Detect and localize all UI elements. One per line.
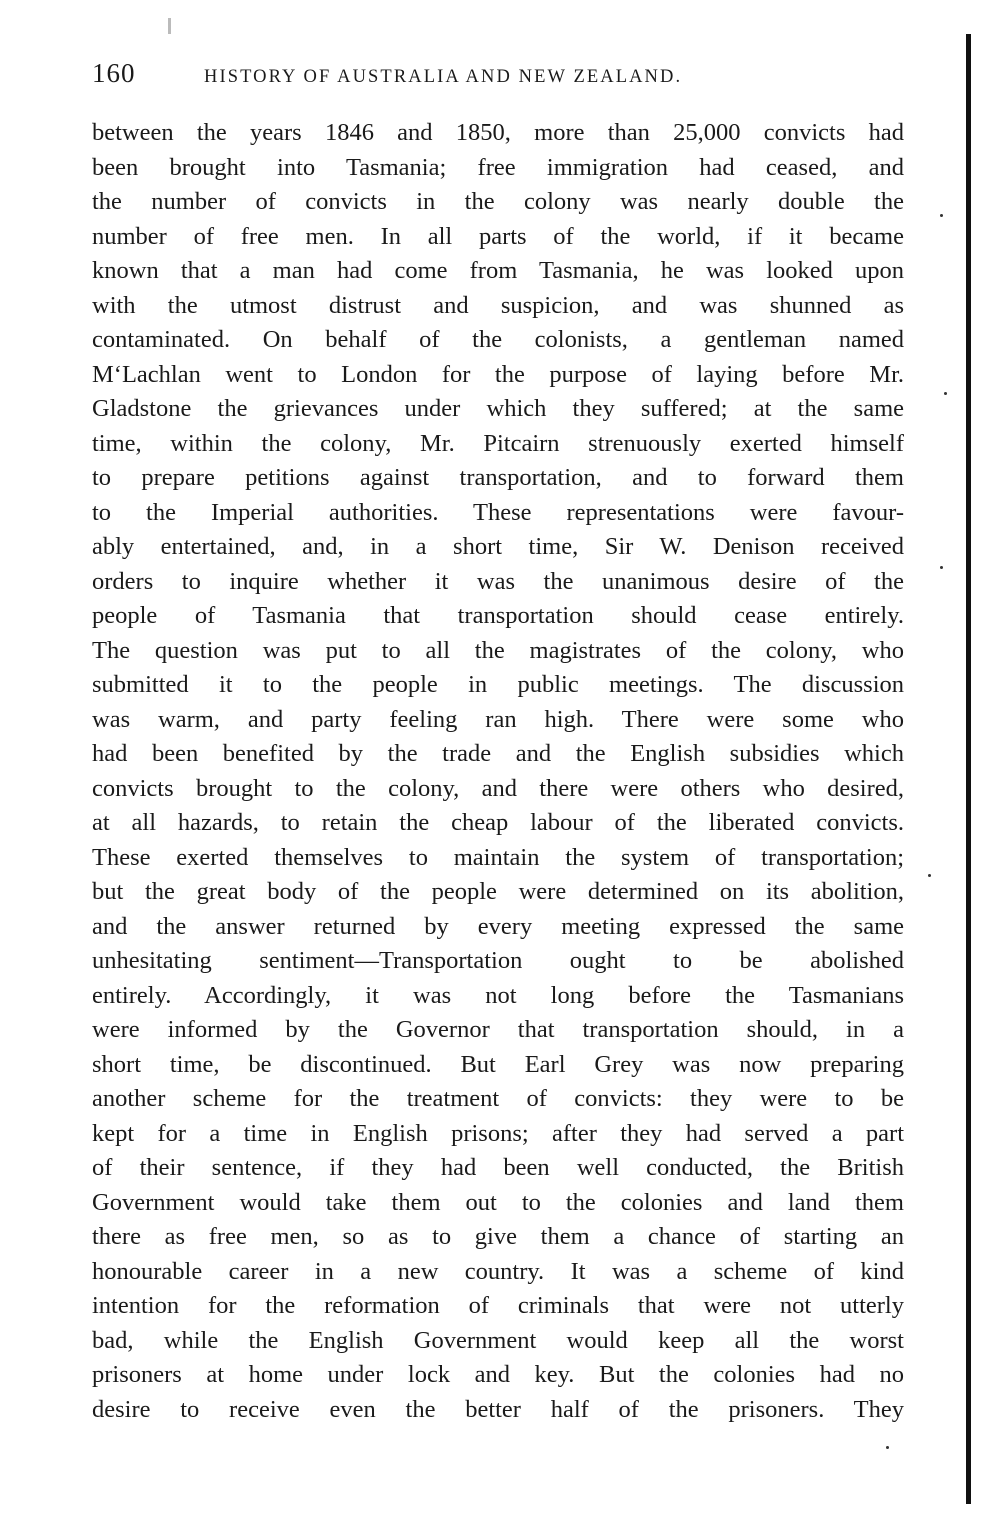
text-line: Gladstone the grievances under which they suffered; at the same [92,395,904,422]
text-line: with the utmost distrust and suspicion, and was shunned as [92,291,904,319]
page-edge-rule [966,34,971,1504]
text-line: The question was put to all the magistrates of the colony, who [92,636,904,664]
scan-speck [944,392,947,395]
text-line: there as free men, so as to give them a chance of starting an [92,1223,904,1250]
text-line: kept for a time in English prisons; after they had served a part [92,1119,904,1147]
text-line: unhesitating sentiment—Transportation ought to be abolished [92,947,904,974]
page-header [92,58,812,92]
text-line: Government would take them out to the colonies and land them [92,1188,904,1216]
text-line: entirely. Accordingly, it was not long before the Tasmanians [92,981,904,1009]
scan-speck [940,214,943,217]
text-line: bad, while the English Government would keep all the worst [92,1326,904,1354]
scan-mark [168,18,171,34]
running-head: HISTORY OF AUSTRALIA AND NEW ZEALAND. [204,67,683,87]
text-line: contaminated. On behalf of the colonists, a gentleman named [92,326,904,353]
text-line: ably entertained, and, in a short time, Sir W. Denison received [92,533,904,560]
text-line: intention for the reformation of criminals that were not utterly [92,1292,904,1319]
text-line: known that a man had come from Tasmania, he was looked upon [92,257,904,284]
text-line: to prepare petitions against transportation, and to forward them [92,464,904,491]
text-line: were informed by the Governor that transportation should, in a [92,1016,904,1043]
page-number: 160 [92,58,136,88]
text-line: and the answer returned by every meeting expressed the same [92,912,904,940]
text-line: had been benefited by the trade and the English subsidies which [92,740,904,767]
text-line: convicts brought to the colony, and there were others who desired, [92,774,904,802]
text-line: of their sentence, if they had been well conducted, the British [92,1154,904,1181]
text-line: time, within the colony, Mr. Pitcairn strenuously exerted himself [92,429,904,457]
text-line: to the Imperial authorities. These representations were favour- [92,498,904,526]
text-line: another scheme for the treatment of convicts: they were to be [92,1085,904,1112]
text-line: short time, be discontinued. But Earl Grey was now preparing [92,1050,904,1078]
text-line: but the great body of the people were determined on its abolition, [92,878,904,905]
text-line: at all hazards, to retain the cheap labour of the liberated convicts. [92,809,904,836]
body-text [92,116,904,1427]
text-line: These exerted themselves to maintain the system of transportation; [92,843,904,871]
scan-speck [886,1446,889,1449]
text-line: been brought into Tasmania; free immigration had ceased, and [92,153,904,181]
text-line: M‘Lachlan went to London for the purpose of laying before Mr. [92,360,904,388]
scan-speck [928,874,931,877]
text-line: prisoners at home under lock and key. But the colonies had no [92,1361,904,1388]
text-line: submitted it to the people in public meetings. The discussion [92,671,904,698]
text-line: people of Tasmania that transportation should cease entirely. [92,602,904,629]
text-line: was warm, and party feeling ran high. There were some who [92,705,904,733]
text-line: number of free men. In all parts of the world, if it became [92,222,904,250]
text-line: between the years 1846 and 1850, more than 25,000 convicts had [92,119,904,146]
text-line: orders to inquire whether it was the unanimous desire of the [92,567,904,595]
text-line: desire to receive even the better half of the prisoners. They [92,1395,904,1423]
text-line: the number of convicts in the colony was nearly double the [92,188,904,215]
text-line: honourable career in a new country. It was a scheme of kind [92,1257,904,1285]
scan-speck [940,566,943,569]
